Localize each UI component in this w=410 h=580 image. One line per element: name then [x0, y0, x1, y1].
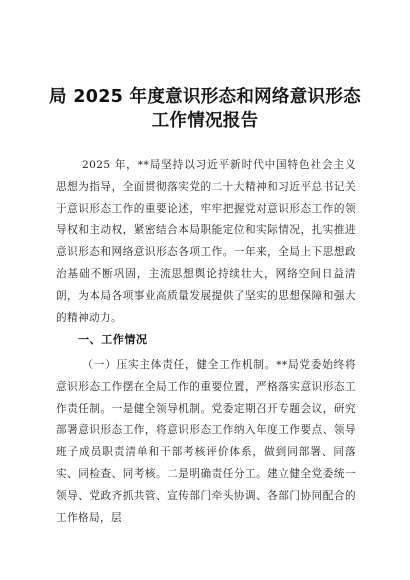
intro-paragraph-text: 2025 年，**局坚持以习近平新时代中国特色社会主义思想为指导，全面贯彻落实党的二十大精神和习近平总书记关于意识形态工作的重要论述，牢牢把握党对意识形态工作的领导权和主动权，紧密结合本局职能定位和实际情况，扎实推进意识形态和网络意识形态各项工作。一年来，全局上下思想政治基础不断巩固，主流思想舆论持续壮大，网络空间日益清朗，为本局各项事业高质量发展提供了坚实的思想保障和强大的精神动力。 [56, 159, 356, 324]
document-title-line-1: 局 2025 年度意识形态和网络意识形态 [49, 87, 361, 107]
document-title-line-2: 工作情况报告 [151, 111, 259, 131]
section-1-paragraph [56, 355, 356, 529]
intro-paragraph [56, 155, 356, 329]
section-heading-work-status: 一、工作情况 [78, 333, 148, 346]
section-1-paragraph-text: （一）压实主体责任，健全工作机制。**局党委始终将意识形态工作摆在全局工作的重要位置，严格落实意识形态工作责任制。一是健全领导机制。党委定期召开专题会议，研究部署意识形态工作，将意识形态工作纳入年度工作要点、领导班子成员职责清单和干部考核评价体系，做到同部署、同落实、同检查、同考核。二是明确责任分工。建立健全党委统一领导、党政齐抓共管、宣传部门牵头协调、各部门协同配合的工作格局，层 [56, 359, 356, 524]
